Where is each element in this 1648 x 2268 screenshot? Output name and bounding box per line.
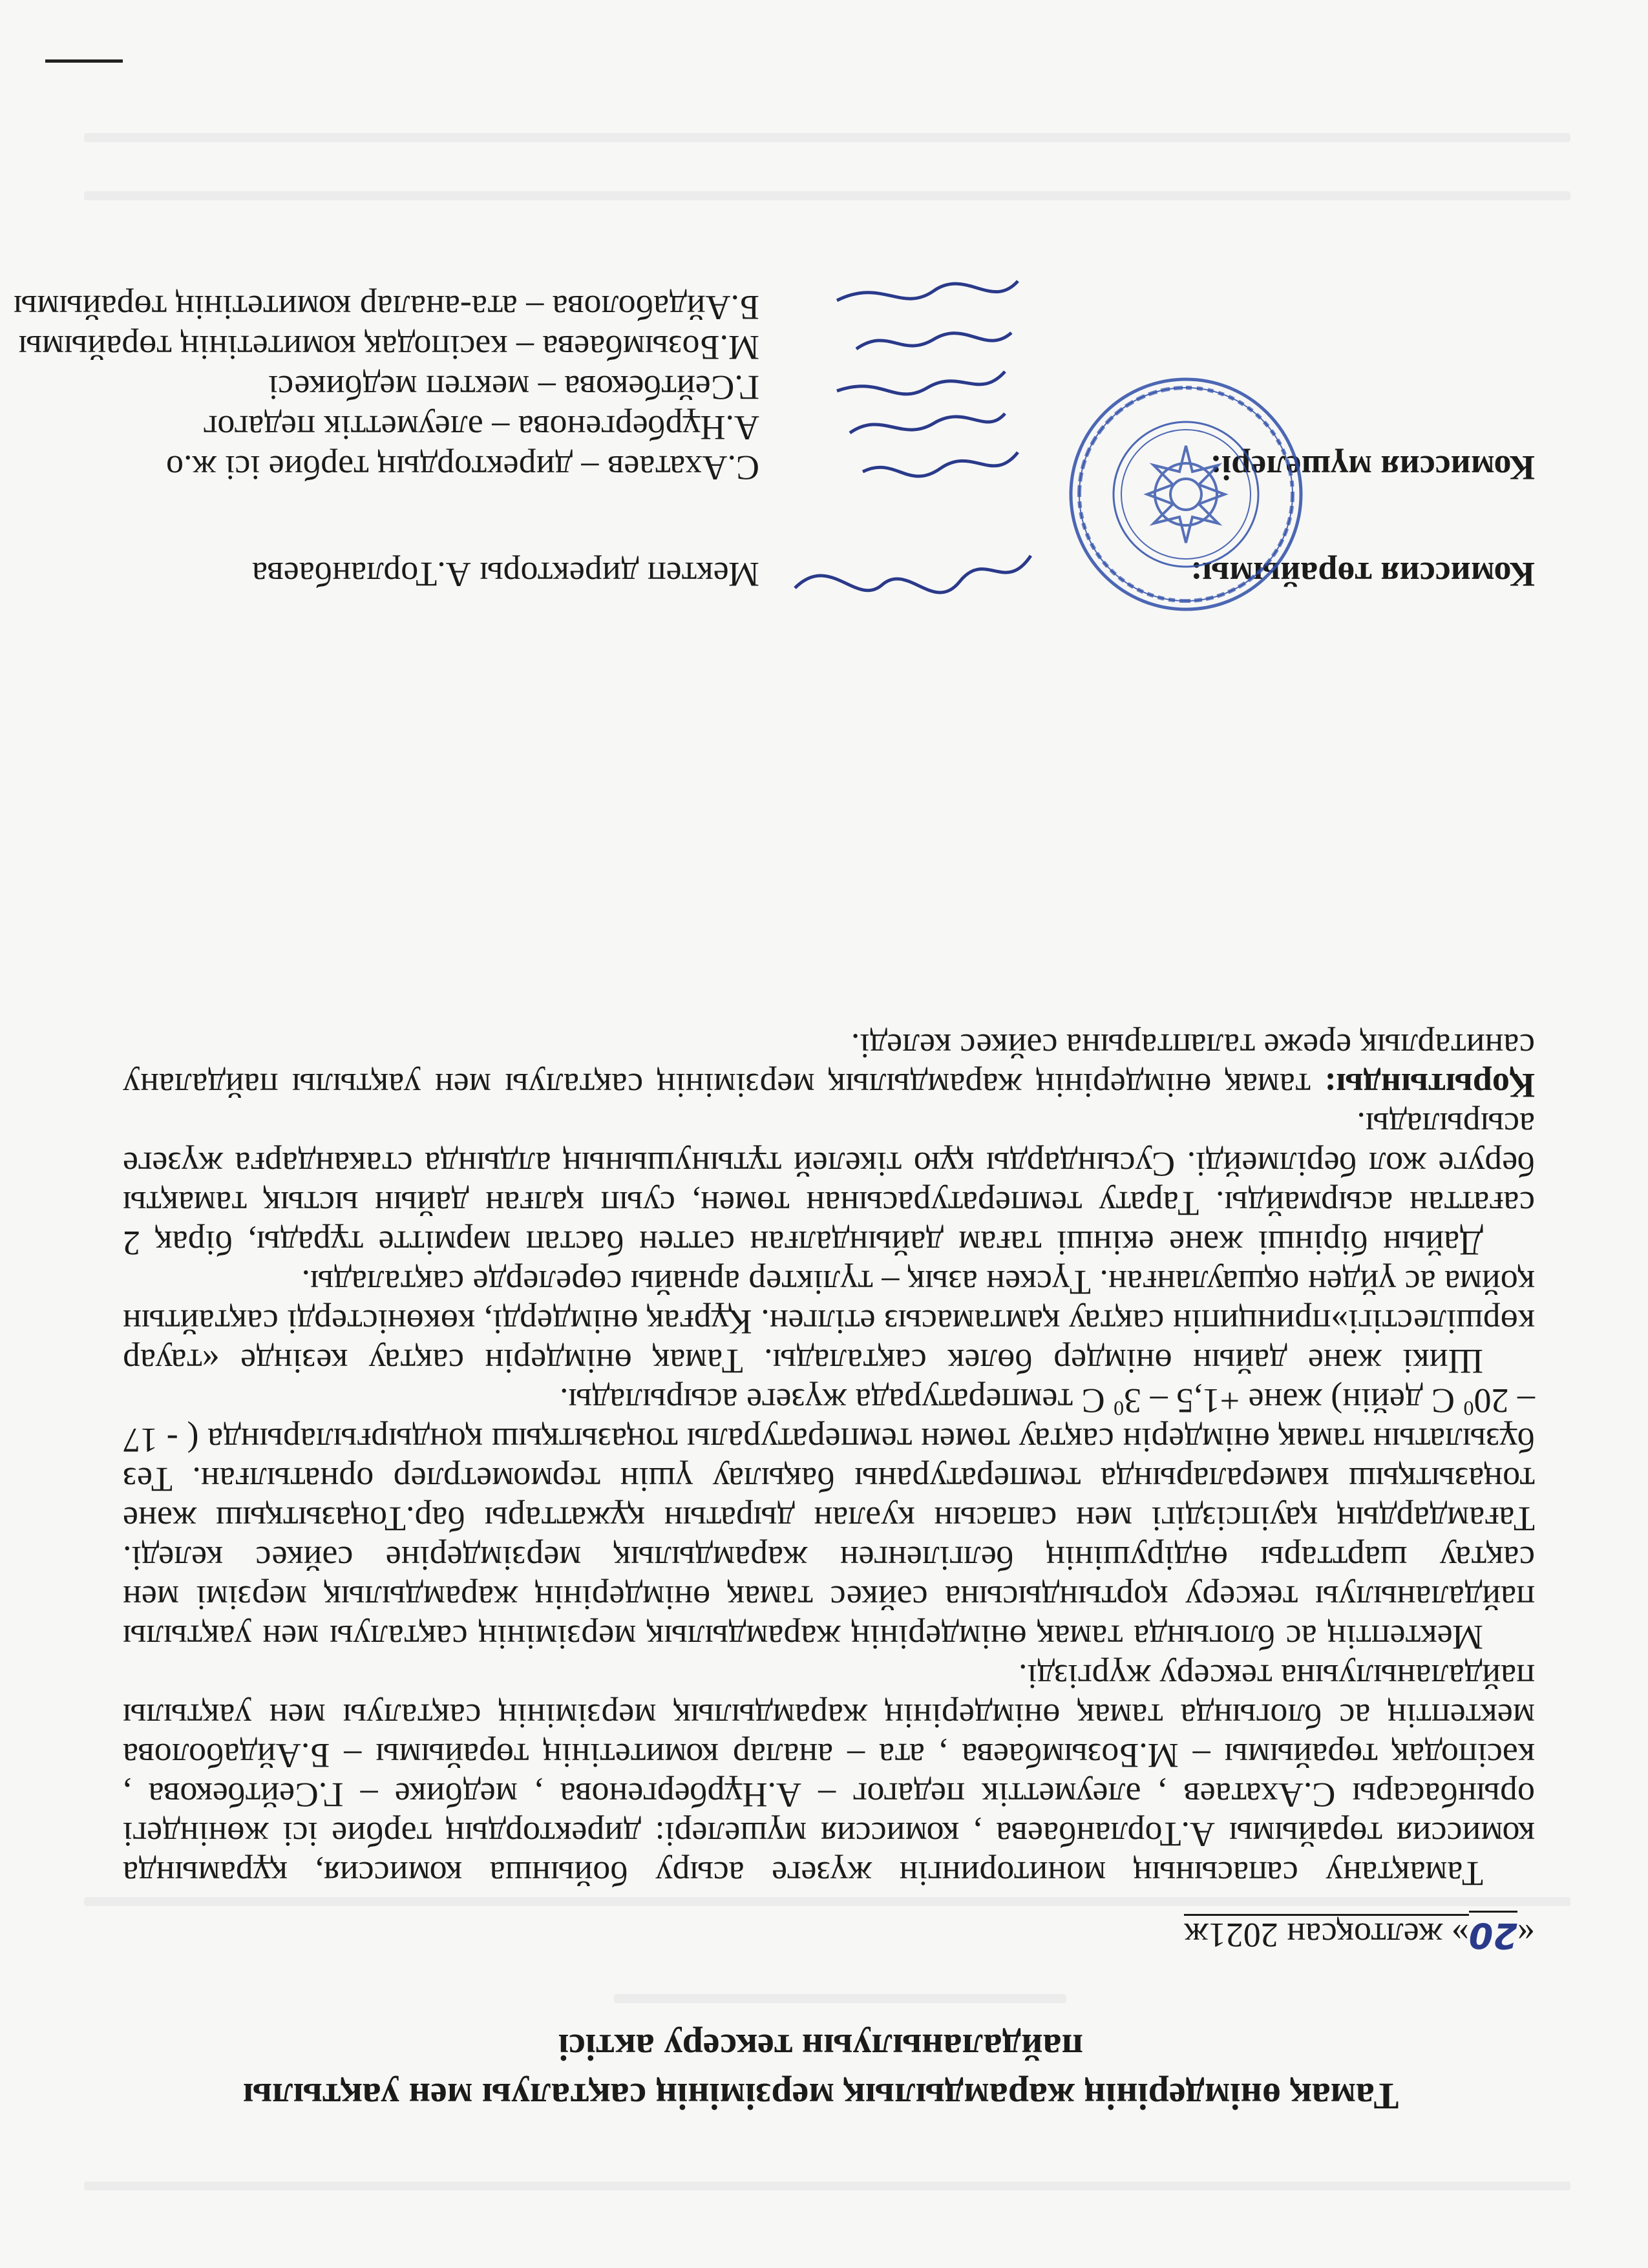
temperature-end: С температурада жүзеге асырылады. [559, 1381, 1114, 1420]
date-month-year: » желтоқсан 2021ж [1184, 1914, 1468, 1955]
bleed-through [84, 133, 1570, 142]
member-line: С.Ахатаев – директордың тәрбие ісі ж.о [166, 448, 759, 487]
date-open-quote: « [1517, 1916, 1535, 1955]
document-body [123, 1026, 1535, 1893]
storage-paragraph: Шикі және дайын өнімдер бөлек сақталады. Тамақ өнімдерін сақтау кезінде «тауар көршілестігі»принципін сақтау қамтамасыз етілген. Құрғақ өнімдерді, көкөністерді сақтайтын қойма ас үйден оқшауланған. Түскен азық – түліктер арнайы сөрелерде сақталады. [123, 1263, 1535, 1381]
page-edge-mark [45, 59, 123, 63]
member-line: А.Нұрбергенова – әлеуметтік педагог [203, 408, 759, 447]
signature-block [13, 233, 1535, 594]
degree-superscript: 0 [1114, 1397, 1125, 1420]
member-line: Г.Сейтбекова – мектеп медбикесі [268, 368, 759, 407]
member-line: Б.Айдаболова – ата-аналар комитетінің төрайымы [13, 288, 759, 327]
bleed-through [614, 1994, 1066, 2003]
chair-name-line: Мектеп директоры А.Торланбаева [252, 555, 759, 594]
conclusion-paragraph [123, 1026, 1535, 1105]
document-title: Тамақ өнімдерінің жарамдылық мерзімінің сақталуы мен уақтылы пайдаланылуын тексеру актісі [242, 2026, 1399, 2117]
signature-names [14, 288, 759, 594]
members-role-label: Комиссия мүшелері: [1210, 448, 1535, 487]
document-date [1184, 1911, 1535, 1958]
bleed-through [84, 2181, 1570, 2190]
chair-role-label: Комиссия төрайымы: [1190, 555, 1535, 594]
serving-paragraph: Дайын бірінші және екінші тағам дайындалған сәттен бастап мәрмітте тұрады, бірақ 2 сағаттан асырмайды. Тарату температурасынан төмен, суып қалған дайын ыстық тамақты беруге жол берілмейді. Сусындарды құю тікелей тұтынушының алдында стакандарға жүзеге асырылады. [123, 1106, 1535, 1263]
temperature-range: С дейін) және +1,5 – 3 [1124, 1381, 1464, 1420]
degree-superscript: 0 [1463, 1397, 1474, 1420]
conclusion-label: Қорытынды: [1324, 1066, 1535, 1105]
official-seal-stamp [1066, 375, 1305, 614]
findings-text: Мектептің ас блогында тамақ өнімдерінің жарамдылық мерзімінің сақталуы мен уақтылы пайдаланылуы тексеру қортындысына сәйкес тамақ өнімдерінің жарамдылық мерзімі мен сақтау шарттары өндірушінің белгіленген жарамдылық мерзімдеріне сәйкес келеді. Тағамдардың қауіпсіздігі мен сапасын куәлан дыратын құжаттары бар.Тоңазытқыш және тоңазытқыш камераларында температураны бақылау үшін термометрлер орнатылған. Тез бұзылатын тамақ өнімдерін сақтау төмен температуралы тоңазытқыш қондырғыларында ( - 17 – 20 [123, 1381, 1535, 1657]
chair-signature [785, 543, 1044, 601]
date-day: 20 [1469, 1911, 1517, 1958]
intro-paragraph: Тамақтану сапасының мониторингін жүзеге асыру бойынша комиссия, құрамында комиссия төрайымы А.Торланбаева , комиссия мүшелері: директордың тәрбие ісі жөніндегі орынбасары С.Ахатаев , әлеуметтік педагог – А.Нұрбергенова , медбике – Г.Сейтбекова , кәсіподақ төрайымы – М.Бозымбаева , ата – аналар комитетінің төрайымы – Б.Айдаболова мектептің ас блогында тамақ өнімдерінің жарамдылық мерзімінің сақталуы мен уақтылы пайдаланылуына тексеру жүргізді. [123, 1657, 1535, 1893]
member-line: М.Бозымбаева – кәсіподақ комитетінің төрайымы [18, 328, 759, 367]
bleed-through [84, 1897, 1570, 1906]
conclusion-text: тамақ өнімдерінің жарамдылық мерзімінің сақталуы мен уақтылы пайдалану санитарлық ереже талаптарына сәйкес келеді. [123, 1027, 1535, 1105]
member-signature [785, 258, 1044, 317]
findings-paragraph [123, 1381, 1535, 1657]
bleed-through [84, 191, 1570, 200]
